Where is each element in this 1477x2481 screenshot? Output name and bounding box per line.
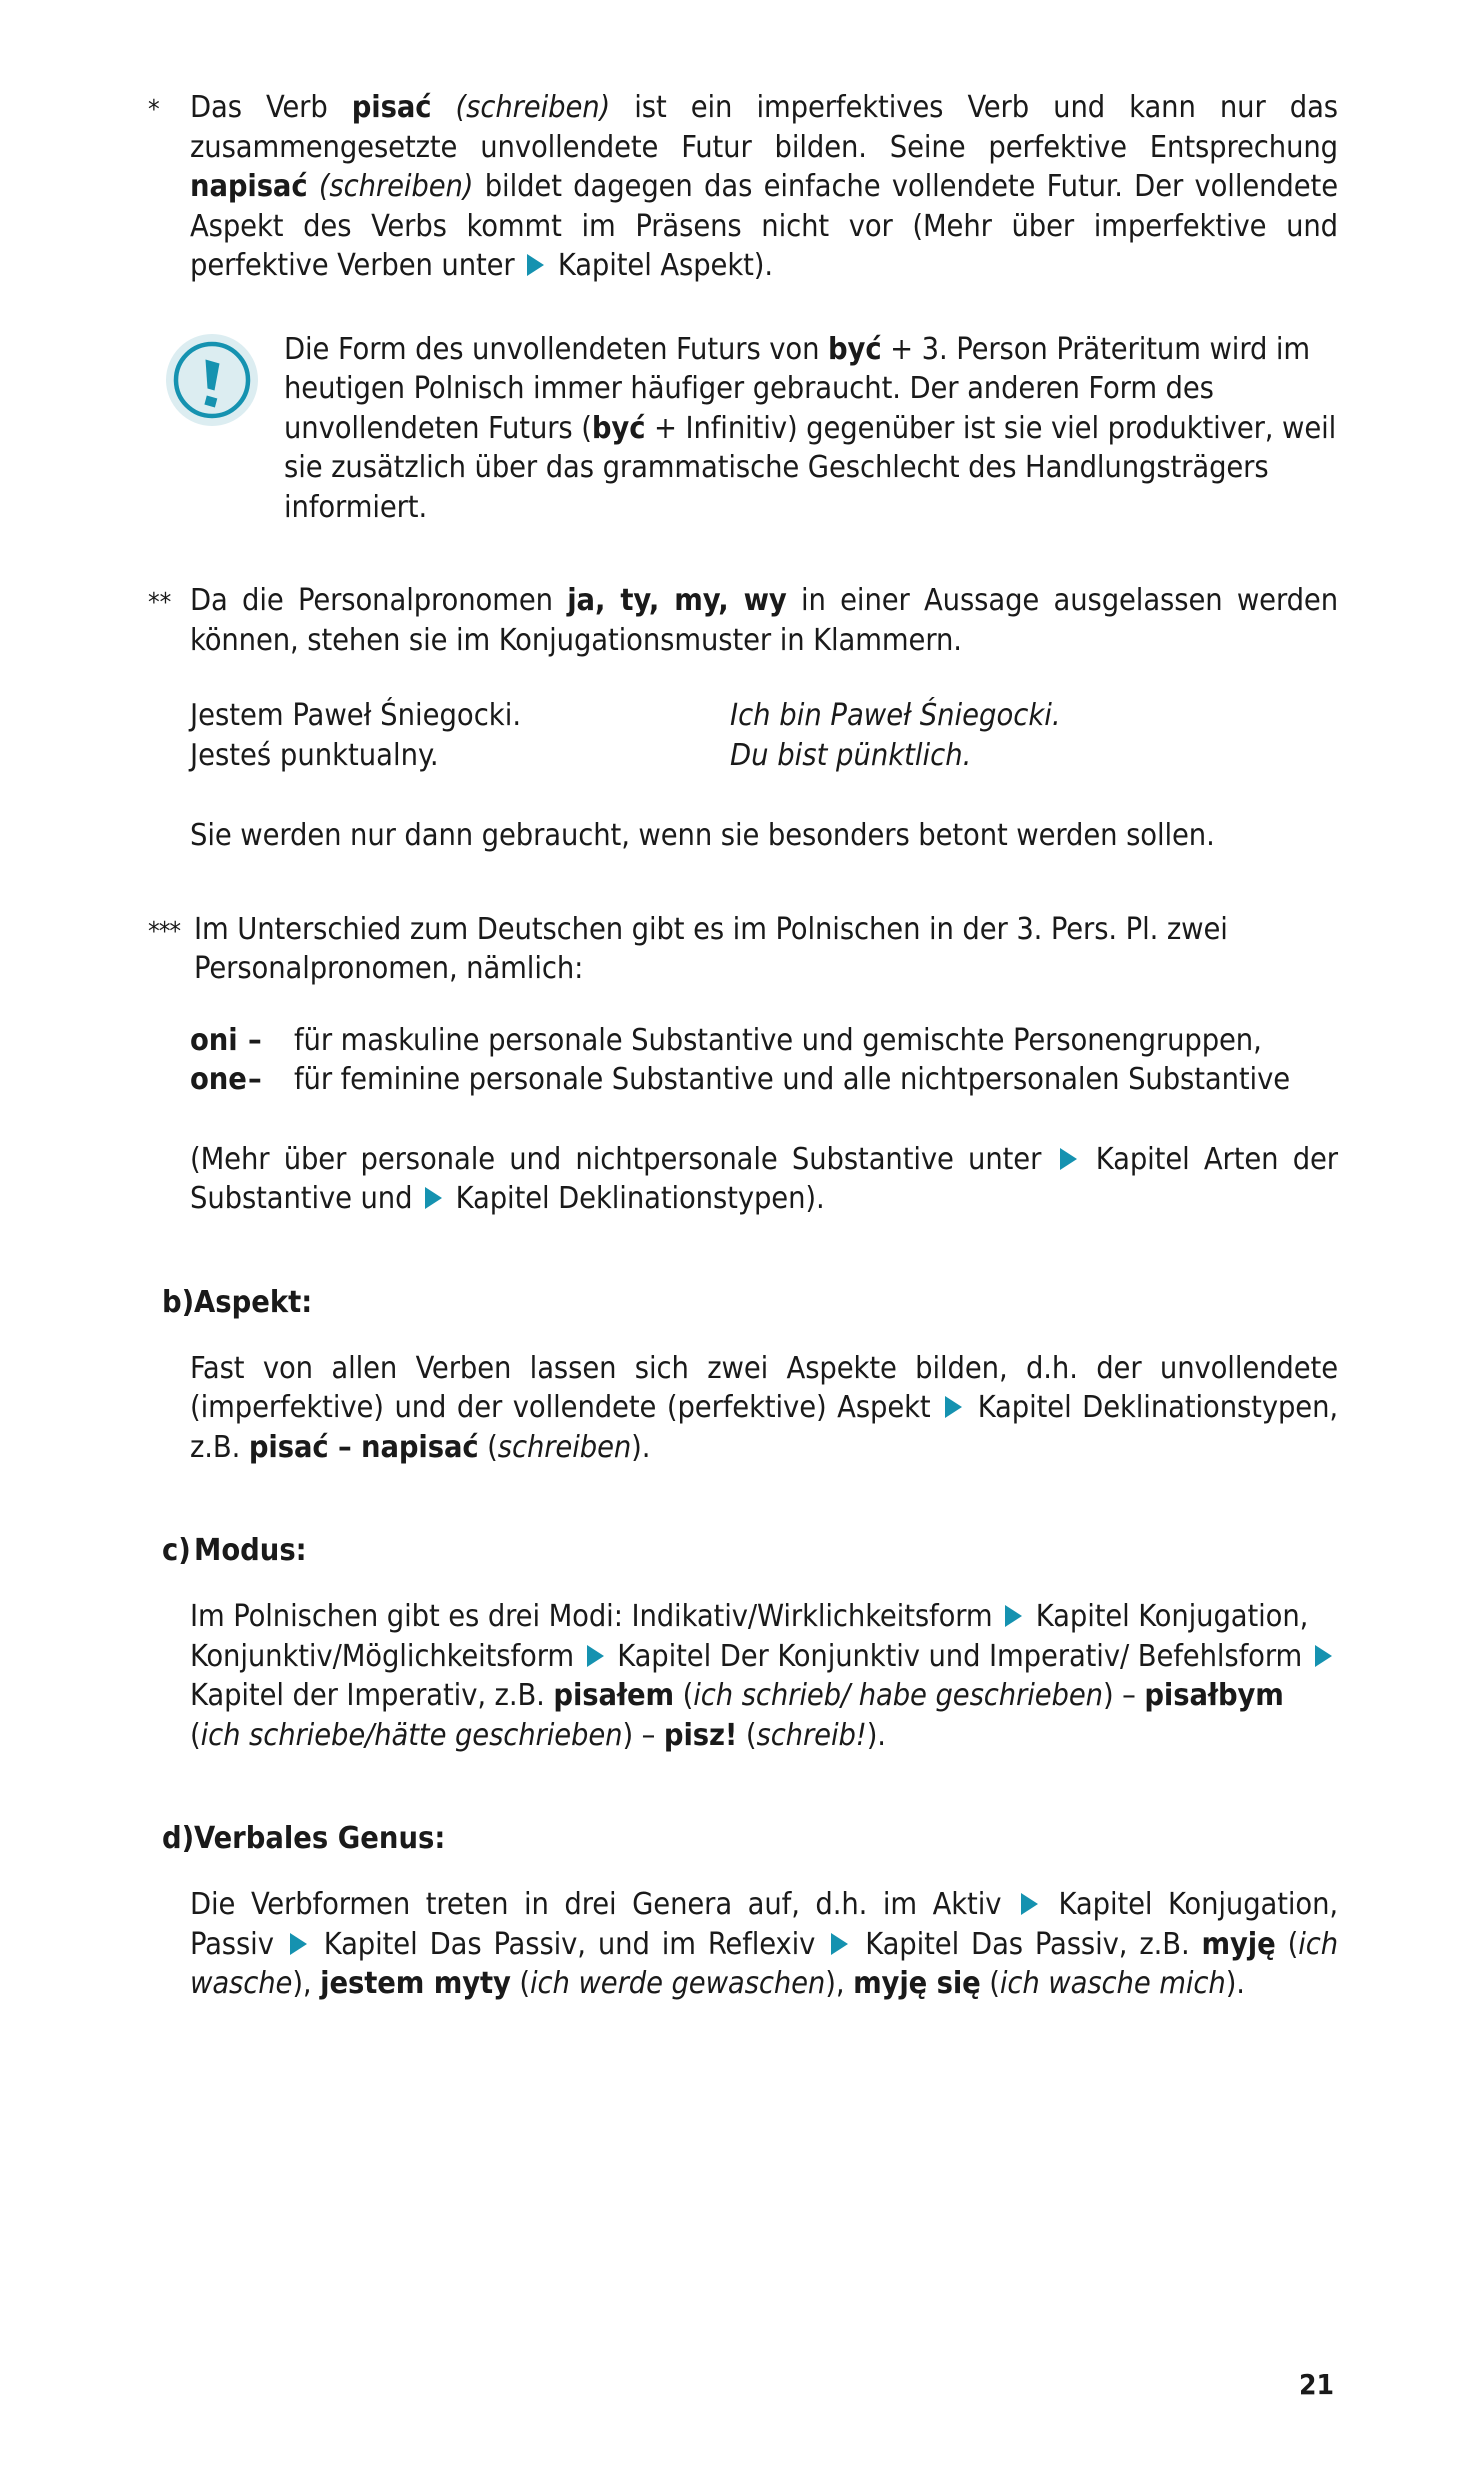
list-item — [190, 1021, 1338, 1061]
secd-seg-3: Kapitel Das Passiv, und im Reflexiv — [311, 1926, 828, 1962]
section-b-letter: b) — [162, 1284, 195, 1320]
footnote-1-body — [190, 88, 1338, 286]
spacer — [148, 1100, 1338, 1140]
secc-form-pisz: pisz! — [663, 1717, 738, 1753]
chapter-ref-triangle-icon — [1021, 1893, 1038, 1915]
secc-seg-5: ( — [674, 1678, 694, 1713]
chapter-ref-triangle-icon — [831, 1933, 848, 1955]
footnote-2 — [148, 581, 1338, 660]
spacer — [148, 1467, 1338, 1531]
pronoun-desc-oni: für maskuline personale Substantive und gemischte Personengruppen, — [294, 1022, 1262, 1058]
spacer — [148, 856, 1338, 910]
secc-seg-7: ( — [190, 1717, 201, 1753]
secc-form-pisalbym: pisałbym — [1144, 1678, 1284, 1713]
fn1-space-1 — [431, 90, 455, 125]
secc-seg-6: ) – — [1102, 1678, 1145, 1713]
secd-seg-8: ), — [825, 1966, 854, 2001]
fn1-seg-2: ist ein imperfektives Verb und kann nur das zusammengesetzte unvollendete Futur bilden. Seine perfektive Entsprechung — [190, 90, 1338, 165]
callout-term-byc-2: być — [591, 410, 646, 446]
fn1-space-2 — [308, 169, 319, 204]
secc-seg-1: Im Polnischen gibt es drei Modi: Indikativ/Wirklichkeitsform — [190, 1599, 1002, 1634]
secb-seg-1: Fast von allen Verben lassen sich zwei Aspekte bilden, d.h. der unvollendete (imperfektive) und der vollendete (perfektive) Aspekt — [190, 1350, 1338, 1425]
secd-seg-4: Kapitel Das Passiv, z.B. — [853, 1926, 1202, 1962]
section-d-letter: d) — [162, 1821, 195, 1856]
example-pairs — [190, 696, 1338, 776]
section-c-letter: c) — [162, 1533, 191, 1568]
footnote-3-outro — [190, 1140, 1338, 1219]
secd-seg-6: ), — [292, 1966, 321, 2001]
footnote-3-marker: *** — [148, 916, 181, 947]
footnote-1 — [148, 88, 1338, 286]
pronoun-term-one: one — [190, 1062, 247, 1097]
section-c-title: Modus: — [194, 1533, 307, 1568]
spacer — [148, 1219, 1338, 1283]
pronoun-desc-one: für feminine personale Substantive und alle nichtpersonalen Substantive — [294, 1062, 1290, 1097]
page-content — [148, 88, 1338, 2004]
section-heading-c — [162, 1531, 1338, 1571]
secd-gloss-3: ich wasche mich — [999, 1966, 1226, 2001]
fn1-seg-1: Das Verb — [190, 90, 352, 125]
secb-seg-3: ( — [478, 1429, 498, 1465]
exclamation-circle-icon — [164, 332, 260, 428]
secd-form-myje: myję — [1201, 1926, 1276, 1962]
secc-gloss-1: ich schrieb/ habe geschrieben — [693, 1678, 1103, 1713]
example-polish-2: Jesteś punktualny. — [190, 738, 439, 773]
chapter-ref-triangle-icon — [1060, 1148, 1077, 1170]
section-heading-d — [162, 1819, 1338, 1859]
secd-seg-7: ( — [510, 1966, 531, 2001]
callout-seg-2: + 3. Person Präteritum wird im heutigen Polnisch immer häufiger gebraucht. Der anderen Form des unvollendeten Futurs ( — [284, 331, 1311, 446]
callout-seg-3: + Infinitiv) gegenüber ist sie viel produktiver, weil sie zusätzlich über das grammatische Geschlecht des Handlungsträgers informiert. — [284, 410, 1337, 525]
chapter-ref-triangle-icon — [587, 1645, 604, 1667]
fn3-outro-seg-2: Kapitel Arten der Substantive und — [190, 1141, 1338, 1216]
page-number: 21 — [1298, 2368, 1334, 2401]
pronoun-term-oni: oni — [190, 1022, 238, 1058]
pronoun-definition-list — [190, 1021, 1338, 1100]
secd-gloss-2: ich werde gewaschen — [530, 1966, 826, 2001]
spacer — [148, 1571, 1338, 1597]
spacer — [148, 1859, 1338, 1885]
fn1-gloss-2: (schreiben) — [318, 169, 474, 204]
spacer — [148, 1755, 1338, 1819]
section-d-title: Verbales Genus: — [194, 1821, 446, 1856]
secd-seg-9: ( — [980, 1966, 1000, 2001]
fn3-outro-seg-1: (Mehr über personale und nichtpersonale Substantive unter — [190, 1141, 1056, 1177]
footnote-3 — [148, 910, 1338, 989]
section-d-body — [190, 1885, 1338, 2004]
secb-seg-4: ). — [631, 1429, 651, 1465]
secc-seg-8: ) – — [622, 1717, 664, 1753]
chapter-ref-triangle-icon — [290, 1933, 307, 1955]
callout-text — [284, 328, 1338, 528]
callout-term-byc-1: być — [828, 331, 882, 367]
chapter-ref-triangle-icon — [425, 1187, 442, 1209]
footnote-1-marker: * — [148, 95, 160, 125]
secb-gloss: schreiben — [497, 1429, 632, 1465]
secc-form-pisalem: pisałem — [553, 1678, 675, 1713]
secd-seg-2: Kapitel Konjugation, Passiv — [190, 1887, 1338, 1962]
secc-seg-10: ). — [866, 1717, 886, 1753]
secc-seg-4: Kapitel der Imperativ, z.B. — [190, 1678, 554, 1713]
callout-seg-1: Die Form des unvollendeten Futurs von — [284, 331, 829, 367]
fn1-seg-3: bildet dagegen das einfache vollendete Futur. Der vollendete Aspekt des Verbs kommt im Präsens nicht vor (Mehr über imperfektive und perfektive Verben unter — [190, 169, 1338, 283]
fn2-seg-2: in einer Aussage ausgelassen werden können, stehen sie im Konjugationsmuster in Klammern. — [190, 583, 1339, 658]
section-b-title: Aspekt: — [194, 1284, 313, 1320]
secb-verb-pair: pisać – napisać — [248, 1429, 479, 1465]
pronoun-dash-1: – — [248, 1022, 262, 1058]
secd-gloss-1: ich wasche — [190, 1926, 1338, 2001]
section-heading-b — [162, 1283, 1338, 1323]
secb-seg-2: Kapitel Deklinationstypen, z.B. — [190, 1390, 1338, 1465]
chapter-ref-triangle-icon — [945, 1396, 962, 1418]
fn2-seg-1: Da die Personalpronomen — [190, 583, 568, 618]
secc-seg-9: ( — [737, 1717, 757, 1753]
example-polish-1: Jestem Paweł Śniegocki. — [190, 698, 522, 733]
footnote-2-body — [190, 581, 1338, 660]
secc-seg-2: Kapitel Konjugation, Konjunktiv/Möglichkeitsform — [190, 1599, 1309, 1674]
spacer — [148, 776, 1338, 816]
list-item — [190, 1060, 1338, 1100]
secd-seg-5: ( — [1275, 1926, 1299, 1962]
chapter-ref-triangle-icon — [1315, 1645, 1332, 1667]
fn2-pronouns: ja, ty, my, wy — [567, 583, 787, 618]
chapter-ref-triangle-icon — [1005, 1605, 1022, 1627]
section-c-body — [190, 1597, 1338, 1755]
info-callout — [164, 328, 1338, 528]
secd-form-jestem-myty: jestem myty — [320, 1966, 511, 2001]
fn1-term-pisac: pisać — [351, 90, 432, 125]
secd-seg-1: Die Verbformen treten in drei Genera auf, d.h. im Aktiv — [190, 1887, 1017, 1922]
fn1-seg-4: Kapitel Aspekt). — [549, 248, 773, 283]
fn1-gloss-1: (schreiben) — [455, 90, 611, 125]
secd-seg-10: ). — [1225, 1966, 1245, 2001]
pronoun-dash-2: – — [248, 1062, 262, 1097]
section-b-body — [190, 1349, 1338, 1468]
example-german-2: Du bist pünktlich. — [730, 738, 972, 773]
example-german-1: Ich bin Paweł Śniegocki. — [730, 698, 1061, 733]
spacer — [148, 527, 1338, 581]
secc-gloss-2: ich schriebe/hätte geschrieben — [200, 1717, 623, 1753]
fn1-term-napisac: napisać — [190, 169, 308, 204]
secc-seg-3: Kapitel Der Konjunktiv und Imperativ/ Befehlsform — [608, 1638, 1311, 1674]
fn3-outro-seg-3: Kapitel Deklinationstypen). — [447, 1181, 825, 1216]
spacer — [148, 1323, 1338, 1349]
footnote-2-marker: ** — [148, 588, 172, 618]
footnote-3-intro: Im Unterschied zum Deutschen gibt es im Polnischen in der 3. Pers. Pl. zwei Personalpronomen, nämlich: — [194, 911, 1228, 986]
secd-form-myje-sie: myję się — [853, 1966, 981, 2001]
secc-gloss-3: schreib! — [756, 1717, 867, 1753]
examples-note: Sie werden nur dann gebraucht, wenn sie besonders betont werden sollen. — [190, 818, 1215, 853]
chapter-ref-triangle-icon — [527, 254, 544, 276]
